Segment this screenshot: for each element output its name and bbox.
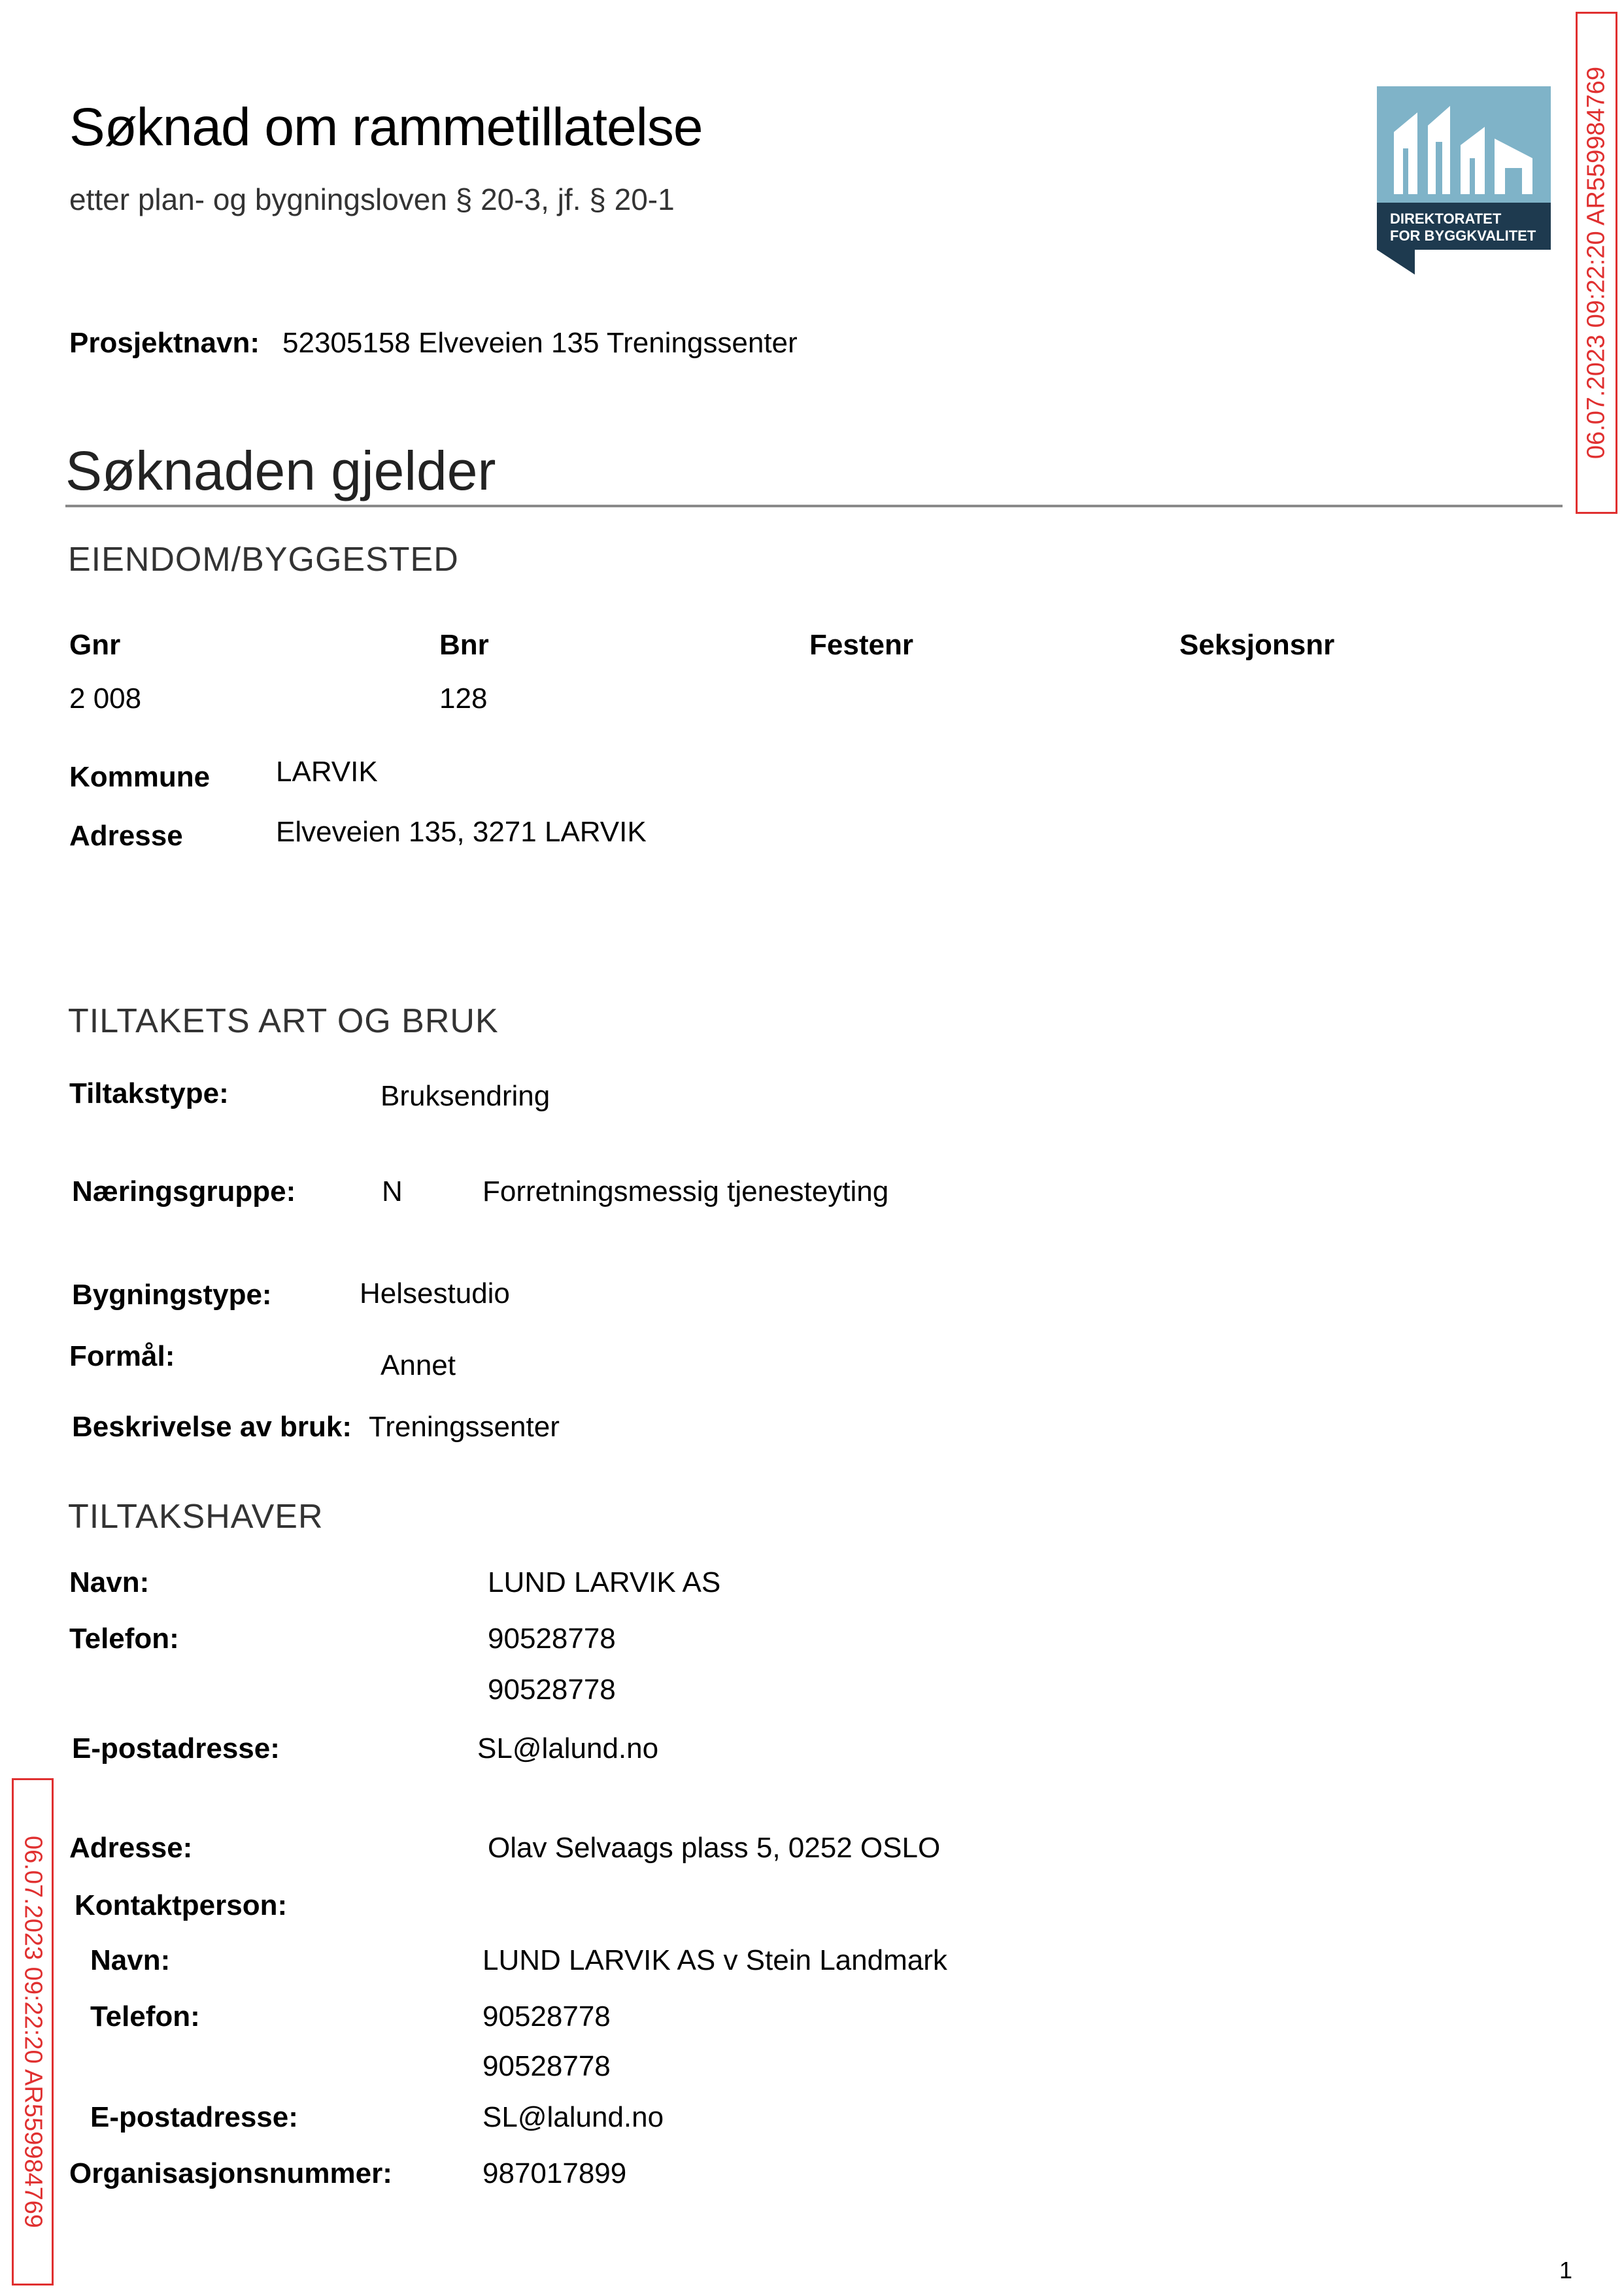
heading-divider bbox=[65, 505, 1563, 507]
bnr-label: Bnr bbox=[439, 629, 489, 661]
timestamp-stamp-top: 06.07.2023 09:22:20 AR559984769 bbox=[1576, 12, 1617, 514]
formal-value: Annet bbox=[381, 1349, 456, 1381]
logo-text-line2: FOR BYGGKVALITET bbox=[1390, 228, 1536, 244]
contact-email-value: SL@lalund.no bbox=[482, 2101, 664, 2133]
page-number: 1 bbox=[1559, 2257, 1573, 2284]
tiltakshaver-phone-value-2: 90528778 bbox=[488, 1674, 616, 1706]
contact-name-label: Navn: bbox=[90, 1944, 171, 1976]
project-name-value: 52305158 Elveveien 135 Treningssenter bbox=[282, 327, 798, 359]
tiltakshaver-phone-value-1: 90528778 bbox=[488, 1623, 616, 1655]
timestamp-stamp-bottom: 06.07.2023 09:22:20 AR559984769 bbox=[12, 1778, 54, 2286]
gnr-label: Gnr bbox=[69, 629, 121, 661]
contact-phone-value-2: 90528778 bbox=[482, 2050, 611, 2082]
tiltakshaver-phone-label: Telefon: bbox=[69, 1623, 179, 1655]
tiltak-heading: TILTAKETS ART OG BRUK bbox=[68, 1002, 499, 1040]
bygningstype-value: Helsestudio bbox=[360, 1277, 510, 1309]
logo-text-line1: DIREKTORATET bbox=[1390, 211, 1502, 227]
tiltakstype-value: Bruksendring bbox=[381, 1080, 550, 1112]
seksjonsnr-label: Seksjonsnr bbox=[1179, 629, 1335, 661]
document-subtitle: etter plan- og bygningsloven § 20-3, jf. § 20-1 bbox=[69, 182, 675, 216]
contact-email-label: E-postadresse: bbox=[90, 2101, 298, 2133]
kommune-label: Kommune bbox=[69, 761, 211, 793]
beskrivelse-value: Treningssenter bbox=[369, 1411, 560, 1443]
contact-phone-label: Telefon: bbox=[90, 2000, 200, 2033]
project-name-label: Prosjektnavn: bbox=[69, 327, 260, 359]
tiltakshaver-email-value: SL@lalund.no bbox=[477, 1732, 659, 1764]
naeringsgruppe-value: Forretningsmessig tjenesteyting bbox=[482, 1175, 889, 1207]
tiltakshaver-email-label: E-postadresse: bbox=[72, 1732, 280, 1764]
beskrivelse-label: Beskrivelse av bruk: bbox=[72, 1411, 352, 1443]
org-number-value: 987017899 bbox=[482, 2157, 627, 2189]
naeringsgruppe-label: Næringsgruppe: bbox=[72, 1175, 296, 1207]
section-heading: Søknaden gjelder bbox=[65, 440, 496, 501]
property-heading: EIENDOM/BYGGESTED bbox=[68, 541, 459, 579]
gnr-value: 2 008 bbox=[69, 683, 142, 715]
bygningstype-label: Bygningstype: bbox=[72, 1279, 272, 1311]
property-address-value: Elveveien 135, 3271 LARVIK bbox=[276, 816, 647, 848]
formal-label: Formål: bbox=[69, 1340, 175, 1372]
festenr-label: Festenr bbox=[809, 629, 913, 661]
dibk-logo-icon bbox=[1377, 86, 1551, 275]
contact-phone-value-1: 90528778 bbox=[482, 2000, 611, 2033]
tiltakshaver-name-value: LUND LARVIK AS bbox=[488, 1566, 721, 1598]
tiltakshaver-address-label: Adresse: bbox=[69, 1832, 193, 1864]
document-title: Søknad om rammetillatelse bbox=[69, 97, 703, 157]
contact-name-value: LUND LARVIK AS v Stein Landmark bbox=[482, 1944, 947, 1976]
bnr-value: 128 bbox=[439, 683, 488, 715]
tiltakstype-label: Tiltakstype: bbox=[69, 1077, 229, 1109]
dibk-logo bbox=[1377, 86, 1551, 275]
naeringsgruppe-code: N bbox=[382, 1175, 403, 1207]
org-number-label: Organisasjonsnummer: bbox=[69, 2157, 392, 2189]
tiltakshaver-name-label: Navn: bbox=[69, 1566, 150, 1598]
tiltakshaver-address-value: Olav Selvaags plass 5, 0252 OSLO bbox=[488, 1832, 941, 1864]
kommune-value: LARVIK bbox=[276, 756, 378, 788]
contact-person-label: Kontaktperson: bbox=[75, 1889, 288, 1921]
property-address-label: Adresse bbox=[69, 820, 183, 852]
tiltakshaver-heading: TILTAKSHAVER bbox=[68, 1498, 324, 1536]
